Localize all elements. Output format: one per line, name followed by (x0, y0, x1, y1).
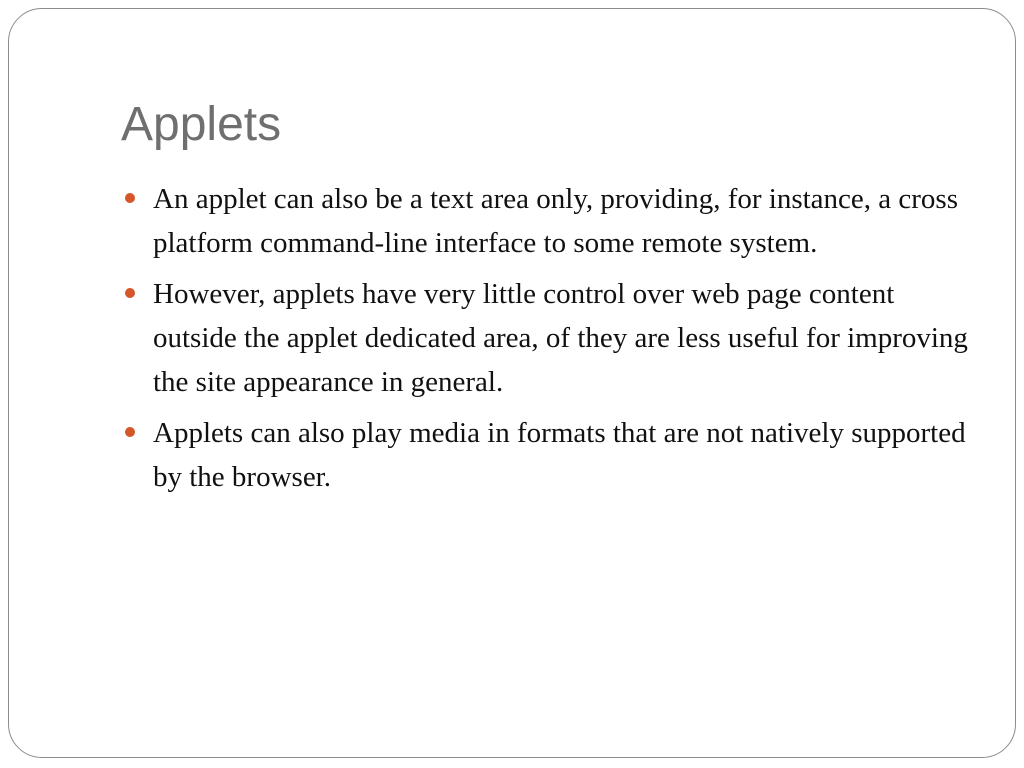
bullet-item (125, 177, 985, 265)
bullet-dot-icon (125, 288, 135, 298)
bullet-dot-icon (125, 193, 135, 203)
bullet-dot-icon (125, 427, 135, 437)
slide-title: Applets (121, 98, 282, 151)
bullet-item (125, 411, 985, 499)
bullet-text: Applets can also play media in formats that are not natively supported by the browser. (153, 417, 966, 493)
bullet-text: An applet can also be a text area only, providing, for instance, a cross platform command-line interface to some remote system. (153, 183, 959, 259)
bullet-list (125, 177, 985, 506)
bullet-item (125, 272, 985, 404)
bullet-text: However, applets have very little control over web page content outside the applet dedicated area, of they are less useful for improving the site appearance in general. (153, 278, 968, 398)
slide-frame (8, 8, 1016, 758)
